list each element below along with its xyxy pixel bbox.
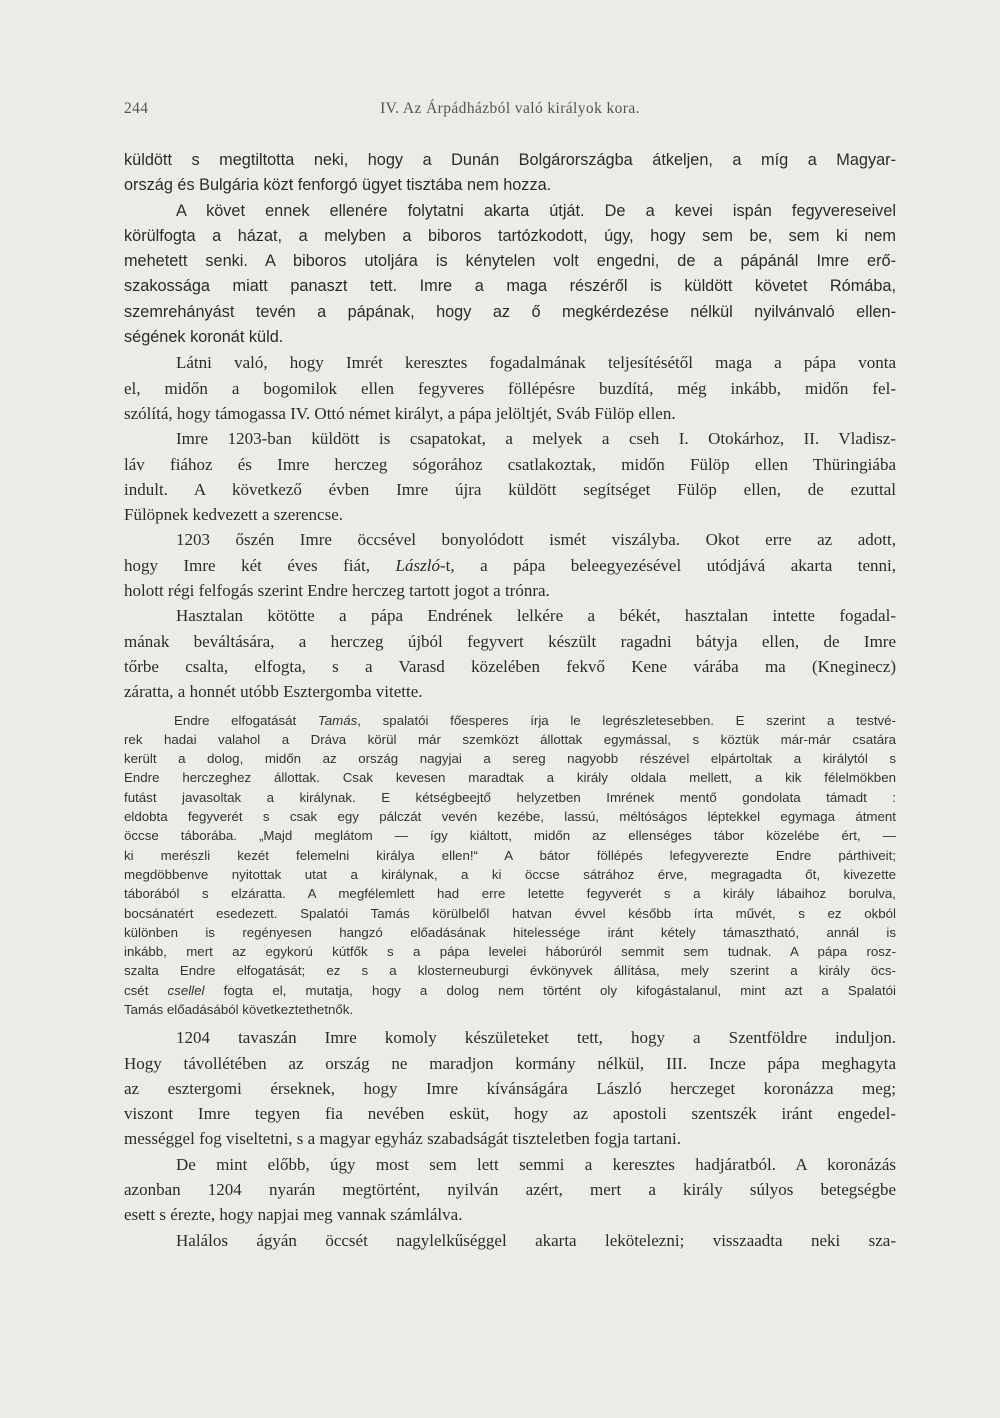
text-line: láv fiához és Imre herczeg sógorához csatlakoztak, midőn Fülöp ellen Thüringiába [124,454,896,474]
paragraph [124,1025,896,1151]
page-body [124,148,896,1253]
text-line: indult. A következő évben Imre újra küldött segítséget Fülöp ellen, de ezuttal [124,479,896,499]
italic-name: László [395,555,440,575]
text-line: Imre 1203-ban küldött is csapatokat, a melyek a cseh I. Otokárhoz, II. Vladisz- [176,429,896,449]
text-line: küldött s megtiltotta neki, hogy a Dunán Bolgárországba átkeljen, a míg a Magyar- [124,151,896,169]
paragraph [124,350,896,426]
italic-name: Tamás [317,712,358,728]
text-line: Látni való, hogy Imrét keresztes fogadalmának teljesítésétől maga a pápa vonta [176,353,896,373]
footnote-line [124,981,896,1000]
footnote-line: rek hadai valahol a Dráva körül már szemközt állottak egymással, s köztük már-már csatára [124,731,896,747]
running-title: IV. Az Árpádházból való királyok kora. [380,100,640,117]
footnote-line: eldobta fegyverét s csak egy pálczát vevén kezébe, lassú, méltóságos léptekkel egymaga átment [124,809,896,825]
text-line: záratta, a honnét utóbb Esztergomba vitette. [124,682,423,702]
text-line: az esztergomi érseknek, hogy Imre kívánságára László herczeget koronázza meg; [124,1078,896,1098]
footnote-line: inkább, mert az egykorú kútfők s a pápa levelei háborúról semmit sem tudnak. A pápa rosz- [124,944,896,960]
text-line: Hasztalan kötötte a pápa Endrének lelkére a békét, hasztalan intette fogadal- [176,606,896,626]
page-header [124,100,896,128]
footnote-line: táborából s elzáratta. A megfélemlett had erre letette fegyverét s a király lábaihoz borulva, [124,886,896,902]
footnote-line: Endre herczeghez állottak. Csak kevesen maradtak a király oldala mellett, a kik félelmökben [124,770,896,786]
footnote-line [124,711,896,730]
text-line [124,553,896,578]
footnote-line: ki merészli kezét felemelni királya ellen!“ A bátor föllépés lefegyverezte Endre párthiveit; [124,847,896,863]
footnote-line: különben is regényesen hangzó előadásának hitelessége iránt kétely támasztható, annál is [124,924,896,940]
text-line: körülfogta a házat, a melyben a biboros tartózkodott, úgy, hogy sem be, sem ki nem [124,226,896,245]
text-line: szólítá, hogy támogassa IV. Ottó német királyt, a pápa jelöltjét, Sváb Fülöp ellen. [124,403,676,423]
footnote-line: futást javasoltak a királynak. E kétségbeejtő helyzetben Imrének mentő gondolata támadt : [124,789,896,805]
paragraph [124,1228,896,1253]
text-line: el, midőn a bogomilok ellen fegyveres föllépésre buzdítá, még inkább, midőn fel- [124,378,896,398]
footnote-line: került a dolog, midőn az ország nagyjai a sereg nagyobb részével elpártoltak a királytól s [124,751,896,767]
text-line: mességgel fog viseltetni, s a magyar egyház szabadságát tiszteletben fogja tartani. [124,1129,682,1149]
text-span: , spalatói főesperes írja le legrészletesebben. E szerint a testvé- [357,712,896,728]
italic-word: csellel [167,982,205,998]
text-span: hogy Imre két éves fiát, [124,555,396,575]
page-number: 244 [124,100,149,117]
text-line: szakossága miatt panaszt tett. Imre a maga részéről is küldött követet Rómába, [124,277,896,296]
text-line: ország és Bulgária közt fenforgó ügyet tisztába nem hozza. [124,176,552,195]
text-span: Endre elfogatását [174,712,318,728]
footnote-line: Tamás előadásából következtethetnők. [124,1001,354,1017]
text-line: szemrehányást tevén a pápának, hogy az ő megkérdezése nélkül nyilvánvaló ellen- [124,302,896,321]
text-span: -t, a pápa beleegyezésével utódjává akarta tenni, [439,555,897,575]
paragraph [124,1152,896,1228]
footnote-line: megdöbbenve nyitottak utat a királynak, a ki öccse sátrához érve, megragadta őt, kivezette [124,866,896,882]
text-line: mehetett senki. A biboros utoljára is kénytelen volt engedni, de a pápánál Imre erő- [124,252,896,271]
text-line: 1203 őszén Imre öccsével bonyolódott ismét viszályba. Okot erre az adott, [176,530,896,550]
paragraph [124,148,896,199]
paragraph [124,603,896,704]
text-span: fogta el, mutatja, hogy a dolog nem történt oly kifogástalanul, mint azt a Spalatói [204,982,896,998]
text-line: Fülöpnek kedvezett a szerencse. [124,505,344,525]
text-line: azonban 1204 nyarán megtörtént, nyilván azért, mert a király súlyos betegségbe [124,1180,896,1200]
text-line: viszont Imre tegyen fia nevében esküt, hogy az apostoli szentszék iránt engedel- [124,1104,896,1124]
footnote-line: szalta Endre elfogatását; ez s a klosterneuburgi évkönyvek állítása, mely szerint a király öcs- [124,963,896,979]
text-line: esett s érezte, hogy napjai meg vannak számlálva. [124,1205,463,1225]
paragraph [124,199,896,351]
text-line: 1204 tavaszán Imre komoly készületeket tett, hogy a Szentföldre induljon. [176,1028,896,1048]
paragraph [124,527,896,603]
text-span: csét [124,982,168,998]
text-line: holott régi felfogás szerint Endre herczeg tartott jogot a trónra. [124,581,550,601]
text-line: Halálos ágyán öccsét nagylelkűséggel akarta lekötelezni; visszaadta neki sza- [176,1230,896,1250]
paragraph [124,426,896,527]
footnote-line: öccse táborába. „Majd meglátom — így kiáltott, midőn az ellenséges tábor közelébe ért, — [124,828,896,844]
footnote-line: bocsánatért esedezett. Spalatói Tamás körülbelől hatvan évvel később írta művét, s ez okból [124,905,896,921]
text-line: Hogy távollétében az ország ne maradjon kormány nélkül, III. Incze pápa meghagyta [124,1053,896,1073]
text-line: tőrbe csalta, elfogta, s a Varasd közelében fekvő Kene várába ma (Kneginecz) [124,656,896,676]
text-line: ségének koronát küld. [124,328,284,347]
footnote [124,711,896,1020]
text-line: De mint előbb, úgy most sem lett semmi a keresztes hadjáratból. A koronázás [176,1154,896,1174]
text-line: A követ ennek ellenére folytatni akarta útját. De a kevei ispán fegyvereseivel [176,201,896,220]
text-line: mának beváltására, a herczeg újból fegyvert készült ragadni bátyja ellen, de Imre [124,631,896,651]
